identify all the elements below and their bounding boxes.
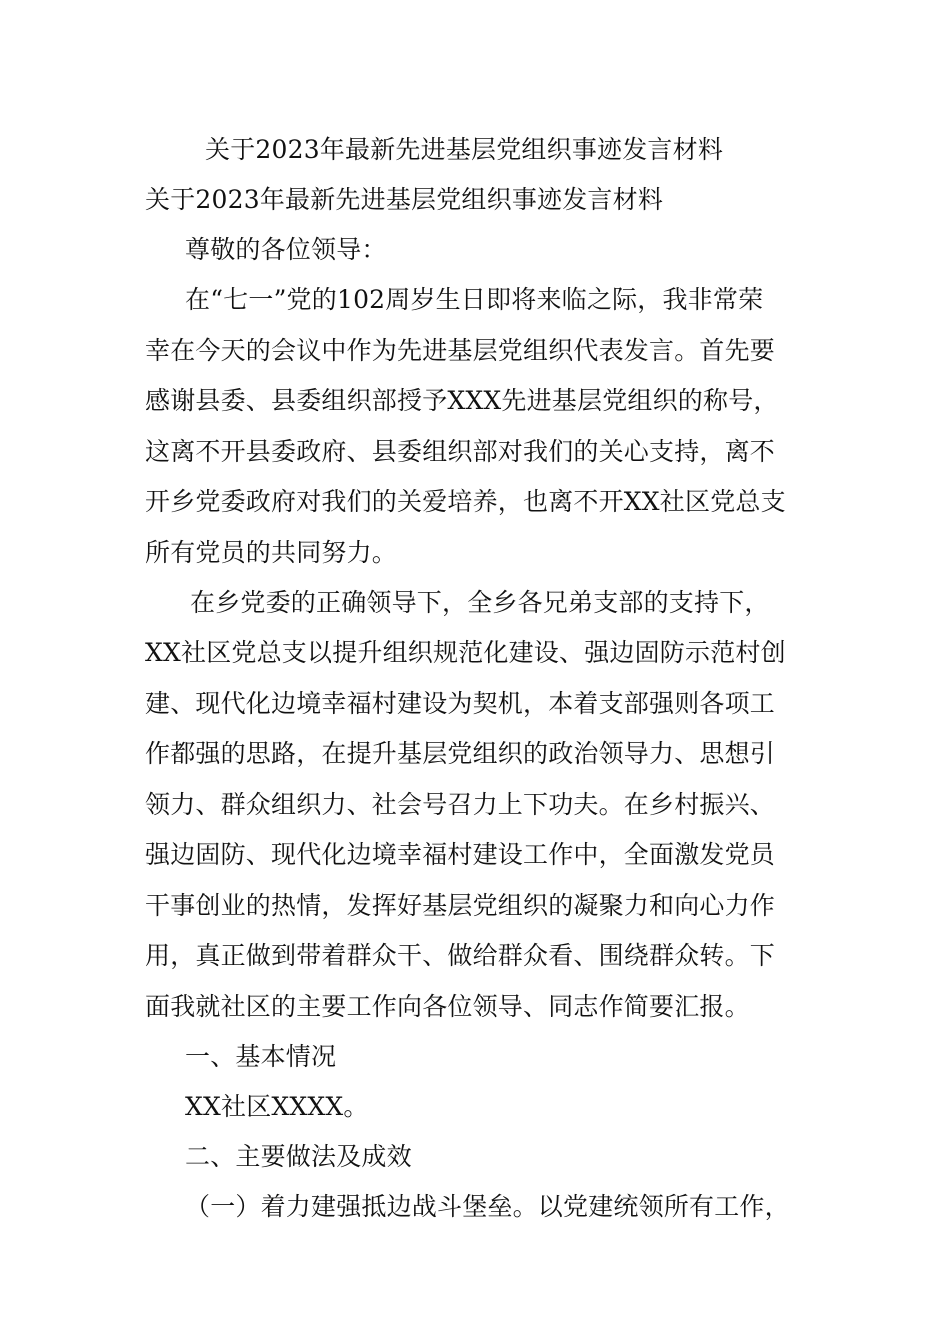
paragraph2-line6: 强边固防、现代化边境幸福村建设工作中，全面激发党员 [145,840,776,869]
document-subtitle: 关于2023年最新先进基层党组织事迹发言材料 [145,185,664,214]
section1-heading: 一、基本情况 [185,1042,337,1071]
salutation: 尊敬的各位领导： [185,235,387,264]
paragraph2-line2: XX社区党总支以提升组织规范化建设、强边固防示范村创 [145,638,786,667]
paragraph1-line5: 开乡党委政府对我们的关爱培养，也离不开XX社区党总支 [145,487,786,516]
document-title: 关于2023年最新先进基层党组织事迹发言材料 [205,135,724,164]
paragraph2-line3: 建、现代化边境幸福村建设为契机，本着支部强则各项工 [145,689,776,718]
paragraph2-line8: 用，真正做到带着群众干、做给群众看、围绕群众转。下 [145,941,776,970]
paragraph2-line7: 干事创业的热情，发挥好基层党组织的凝聚力和向心力作 [145,891,776,920]
section2-heading: 二、主要做法及成效 [185,1142,412,1171]
section2-item1: （一）着力建强抵边战斗堡垒。以党建统领所有工作， [185,1192,790,1221]
section1-text: XX社区XXXX。 [185,1092,369,1121]
paragraph2-line1: 在乡党委的正确领导下，全乡各兄弟支部的支持下， [190,588,770,617]
paragraph1-line6: 所有党员的共同努力。 [145,538,398,567]
paragraph1-line4: 这离不开县委政府、县委组织部对我们的关心支持，离不 [145,437,776,466]
paragraph2-line9: 面我就社区的主要工作向各位领导、同志作简要汇报。 [145,992,750,1021]
paragraph2-line5: 领力、群众组织力、社会号召力上下功夫。在乡村振兴、 [145,790,776,819]
paragraph1-line2: 幸在今天的会议中作为先进基层党组织代表发言。首先要 [145,336,776,365]
paragraph1-line1: 在“七一”党的102周岁生日即将来临之际，我非常荣 [185,285,764,314]
paragraph2-line4: 作都强的思路，在提升基层党组织的政治领导力、思想引 [145,739,776,768]
paragraph1-line3: 感谢县委、县委组织部授予XXX先进基层党组织的称号， [145,386,779,415]
